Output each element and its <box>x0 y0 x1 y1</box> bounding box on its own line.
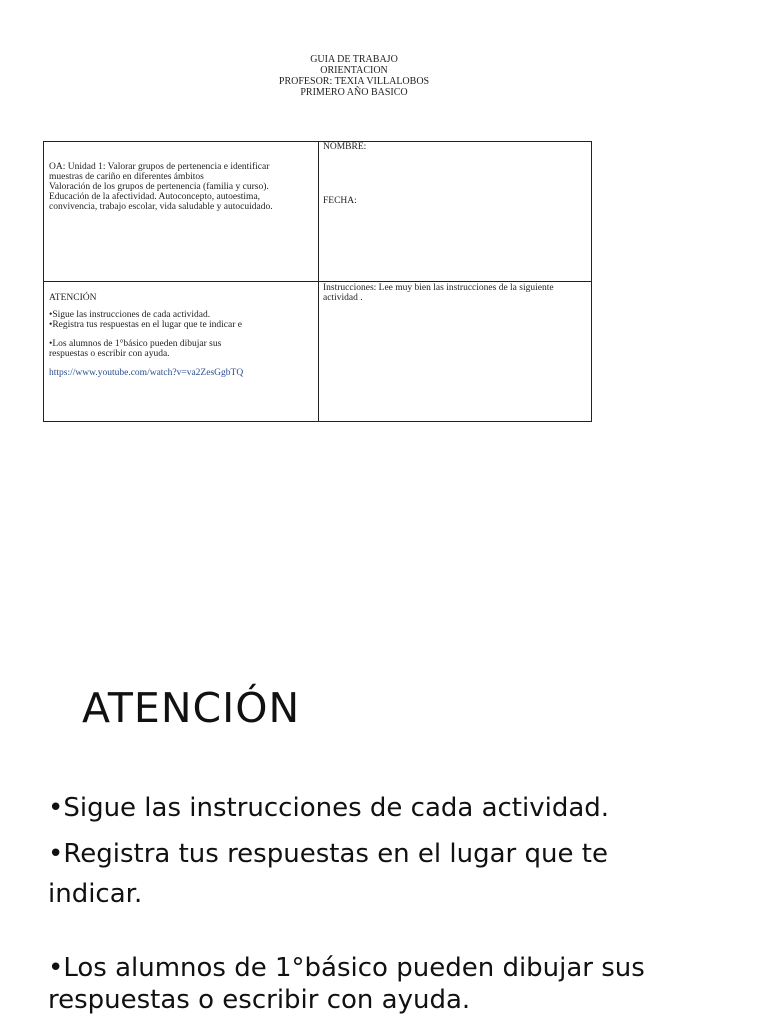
oa-line: Valoración de los grupos de pertenencia (familia y curso). <box>49 182 269 192</box>
instrucciones-line: Instrucciones: Lee muy bien las instrucciones de la siguiente <box>323 283 554 293</box>
oa-line: muestras de cariño en diferentes ámbitos <box>49 172 204 182</box>
fecha-label: FECHA: <box>323 196 357 206</box>
instrucciones-line: actividad . <box>323 293 363 303</box>
slide-title: ATENCIÓN <box>82 684 301 732</box>
header-title: GUIA DE TRABAJO <box>310 54 398 65</box>
alumnos-line: respuestas o escribir con ayuda. <box>49 349 170 359</box>
header-subject: ORIENTACION <box>320 65 388 76</box>
atencion-title: ATENCIÓN <box>49 293 97 303</box>
header-grade: PRIMERO AÑO BASICO <box>300 87 408 98</box>
slide-line: •Registra tus respuestas en el lugar que te <box>48 839 608 869</box>
info-table <box>43 141 592 422</box>
student-info-cell[interactable] <box>319 142 592 282</box>
slide-line: •Los alumnos de 1°básico pueden dibujar sus <box>48 953 645 983</box>
slide-line: •Sigue las instrucciones de cada actividad. <box>48 793 610 823</box>
slide-line: respuestas o escribir con ayuda. <box>48 985 471 1015</box>
oa-line: OA: Unidad 1: Valorar grupos de pertenencia e identificar <box>49 162 270 172</box>
atencion-item: •Registra tus respuestas en el lugar que te indicar e <box>49 320 242 330</box>
oa-cell <box>44 142 319 282</box>
youtube-link[interactable]: https://www.youtube.com/watch?v=va2ZesGgbTQ <box>49 368 244 378</box>
document-header <box>0 54 708 98</box>
slide-line: indicar. <box>48 879 143 909</box>
oa-line: Educación de la afectividad. Autoconcepto, autoestima, <box>49 192 261 202</box>
atencion-item: •Sigue las instrucciones de cada actividad. <box>49 310 211 320</box>
alumnos-line: •Los alumnos de 1°básico pueden dibujar sus <box>49 339 222 349</box>
header-teacher: PROFESOR: TEXIA VILLALOBOS <box>278 76 430 87</box>
atencion-cell <box>44 282 319 422</box>
instrucciones-cell <box>319 282 592 422</box>
oa-line: convivencia, trabajo escolar, vida saludable y autocuidado. <box>49 202 273 212</box>
nombre-label: NOMBRE: <box>323 142 367 152</box>
